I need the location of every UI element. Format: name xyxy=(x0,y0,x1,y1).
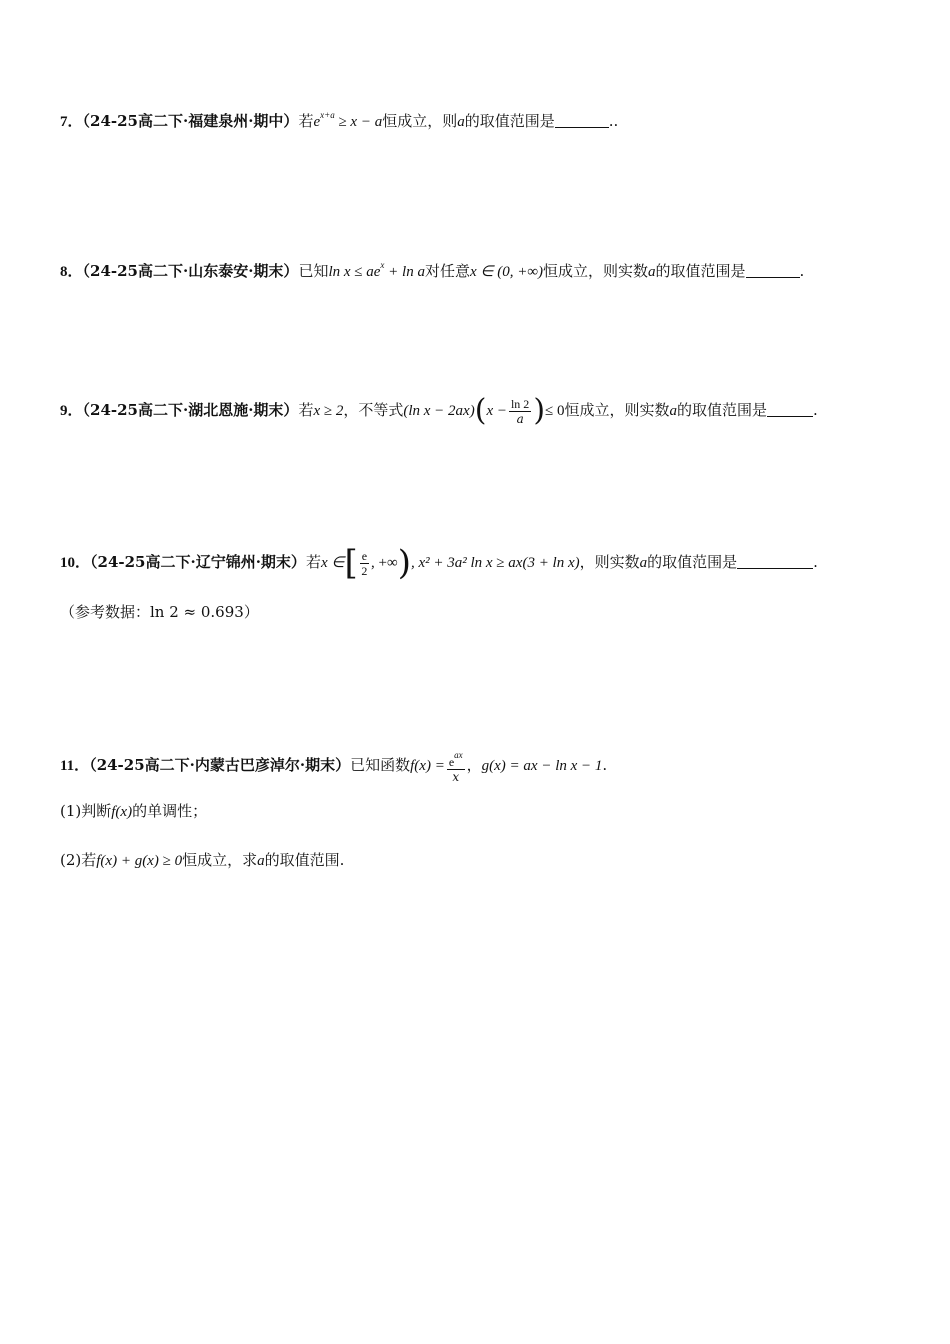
question-text: 的取值范围. xyxy=(264,851,345,869)
question-number: 10． xyxy=(60,555,91,571)
answer-blank[interactable] xyxy=(555,113,609,128)
math-expression: $e^{x+a} \ge x - a$ xyxy=(313,110,383,130)
question-text: . xyxy=(799,262,805,280)
reference-note: （参考数据：ln 2 ≈ 0.693） xyxy=(60,603,259,621)
question-text: . xyxy=(602,756,608,774)
question-text: 恒成立，则实数 xyxy=(543,262,649,280)
math-expression: ≤ 0 xyxy=(545,403,565,419)
question-11-part-1 xyxy=(60,800,207,823)
question-text: 的取值范围是 xyxy=(655,262,746,280)
math-variable: a xyxy=(257,853,265,869)
question-text: 对任意 xyxy=(424,262,470,280)
fraction: $\frac{e}{2}$ xyxy=(361,548,368,578)
question-source: （24-25高二下·福建泉州·期中） xyxy=(82,112,299,130)
question-text: 恒成立，则 xyxy=(382,112,458,130)
question-source: （24-25高二下·湖北恩施·期末） xyxy=(82,401,299,419)
question-8 xyxy=(60,254,804,283)
question-number: 11． xyxy=(60,758,90,774)
math-variable: a xyxy=(639,555,648,571)
question-text: .. xyxy=(608,112,619,130)
left-bracket: [ xyxy=(344,543,358,583)
right-paren: ) xyxy=(533,393,546,428)
math-expression: (ln x − 2ax) xyxy=(403,403,475,419)
math-expression: f(x) = xyxy=(410,758,445,774)
question-10 xyxy=(60,543,818,583)
math-expression: , +∞ xyxy=(371,555,398,571)
question-text: 的取值范围是 xyxy=(677,401,768,419)
question-text: 已知 xyxy=(298,262,329,280)
right-paren: ) xyxy=(397,543,411,583)
answer-blank[interactable] xyxy=(746,263,800,278)
question-11-part-2 xyxy=(60,849,344,872)
math-expression: f(x) + g(x) ≥ 0 xyxy=(96,853,183,869)
math-expression: $\ln x \le ae^x + \ln a$ xyxy=(328,260,425,280)
math-variable: a xyxy=(669,403,678,419)
answer-blank[interactable] xyxy=(737,554,813,569)
question-text: ，则实数 xyxy=(579,553,640,571)
fraction: $\frac{\ln 2}{a}$ xyxy=(510,396,530,426)
question-source: （24-25高二下·内蒙古巴彦淖尔·期末） xyxy=(89,756,351,774)
question-text: ，不等式 xyxy=(343,401,404,419)
question-text: 恒成立，求 xyxy=(182,851,258,869)
question-text: 若 xyxy=(298,112,314,130)
question-text: 的取值范围是 xyxy=(464,112,555,130)
question-text: 若 xyxy=(298,401,314,419)
question-number: 8． xyxy=(60,264,83,280)
question-text: . xyxy=(813,553,818,571)
question-text: 的取值范围是 xyxy=(647,553,738,571)
question-text: 已知函数 xyxy=(350,756,411,774)
math-variable: a xyxy=(457,114,465,130)
math-expression: x ≥ 2 xyxy=(313,403,344,419)
math-expression: , x² + 3a² ln x ≥ ax(3 + ln x) xyxy=(410,555,580,571)
question-text: . xyxy=(813,401,818,419)
math-expression: x − xyxy=(486,403,507,419)
question-source: （24-25高二下·辽宁锦州·期末） xyxy=(90,553,306,571)
question-text: 的单调性； xyxy=(132,802,208,820)
question-number: 7． xyxy=(60,114,83,130)
math-expression: f(x) xyxy=(111,804,133,820)
question-11 xyxy=(60,748,607,784)
question-text: 恒成立，则实数 xyxy=(564,401,670,419)
part-label: (1)判断 xyxy=(60,802,112,820)
math-expression: g(x) = ax − ln x − 1 xyxy=(481,758,603,774)
math-expression: x ∈ (0, +∞) xyxy=(469,264,544,280)
question-9 xyxy=(60,393,818,428)
question-source: （24-25高二下·山东泰安·期末） xyxy=(82,262,299,280)
answer-blank[interactable] xyxy=(767,402,813,417)
left-paren: ( xyxy=(474,393,487,428)
question-number: 9． xyxy=(60,403,83,419)
part-label: (2)若 xyxy=(60,851,97,869)
math-expression: x ∈ xyxy=(320,555,345,571)
question-7 xyxy=(60,104,618,133)
question-text: 若 xyxy=(305,553,321,571)
math-variable: a xyxy=(648,264,656,280)
fraction: $\frac{e^{ax}}{x}$ xyxy=(448,750,463,784)
question-text: ， xyxy=(466,756,482,774)
